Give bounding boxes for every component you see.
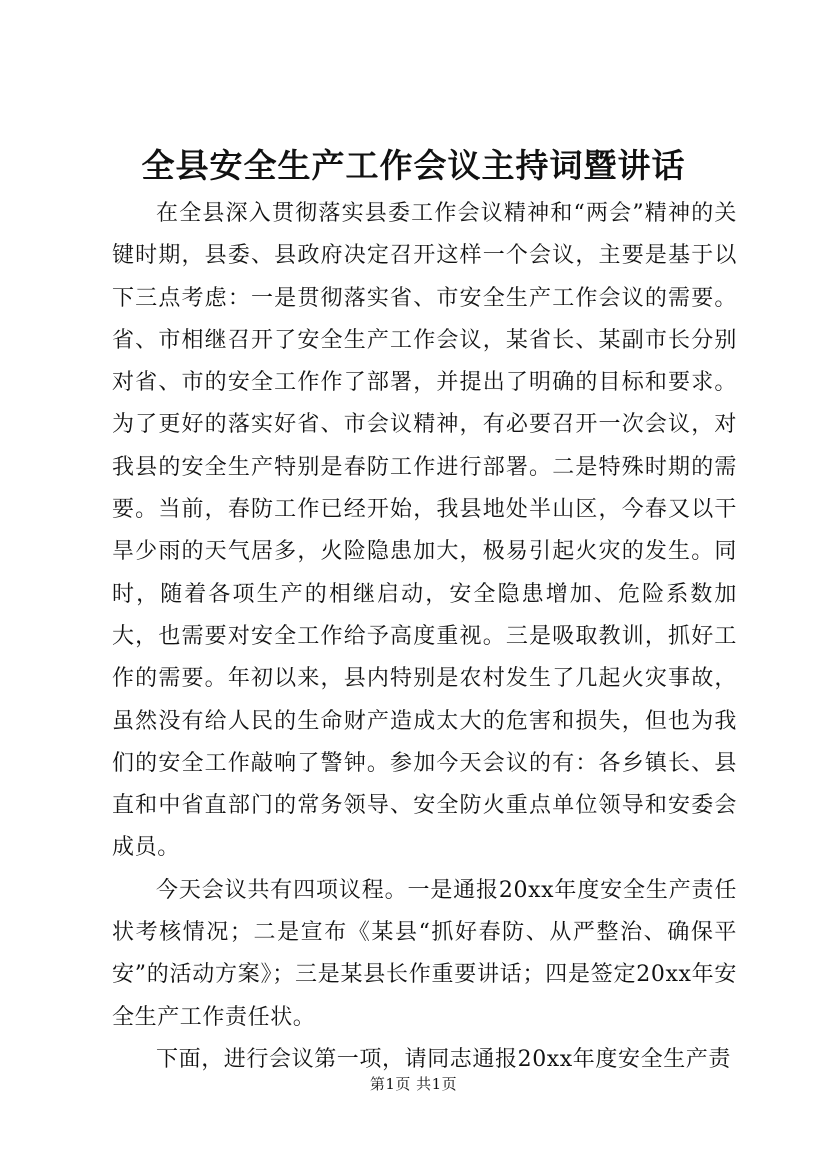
paragraph-agenda: 今天会议共有四项议程。一是通报20xx年度安全生产责任状考核情况；二是宣布《某县“抓好春防、从严整治、确保平安”的活动方案》；三是某县长作重要讲话；四是签定20xx年安全生产工作责任状。 [112,877,737,1030]
paragraph-first-item: 下面，进行会议第一项，请同志通报20xx年度安全生产责 [156,1046,732,1072]
paragraph-intro: 在全县深入贯彻落实县委工作会议精神和“两会”精神的关键时期，县委、县政府决定召开这样一个会议，主要是基于以下三点考虑：一是贯彻落实省、市安全生产工作会议的需要。省、市相继召开了安全生产工作会议，某省长、某副市长分别对省、市的安全工作作了部署，并提出了明确的目标和要求。为了更好的落实好省、市会议精神，有必要召开一次会议，对我县的安全生产特别是春防工作进行部署。二是特殊时期的需要。当前，春防工作已经开始，我县地处半山区，今春又以干旱少雨的天气居多，火险隐患加大，极易引起火灾的发生。同时，随着各项生产的相继启动，安全隐患增加、危险系数加大，也需要对安全工作给予高度重视。三是吸取教训，抓好工作的需要。年初以来，县内特别是农村发生了几起火灾事故，虽然没有给人民的生命财产造成太大的危害和损失，但也为我们的安全工作敲响了警钟。参加今天会议的有：各乡镇长、县直和中省直部门的常务领导、安全防火重点单位领导和安委会成员。 [112,201,737,861]
document-title: 全县安全生产工作会议主持词暨讲话 [141,146,686,185]
document-body [112,193,737,1081]
page-footer: 第1页 共1页 [369,1075,458,1093]
